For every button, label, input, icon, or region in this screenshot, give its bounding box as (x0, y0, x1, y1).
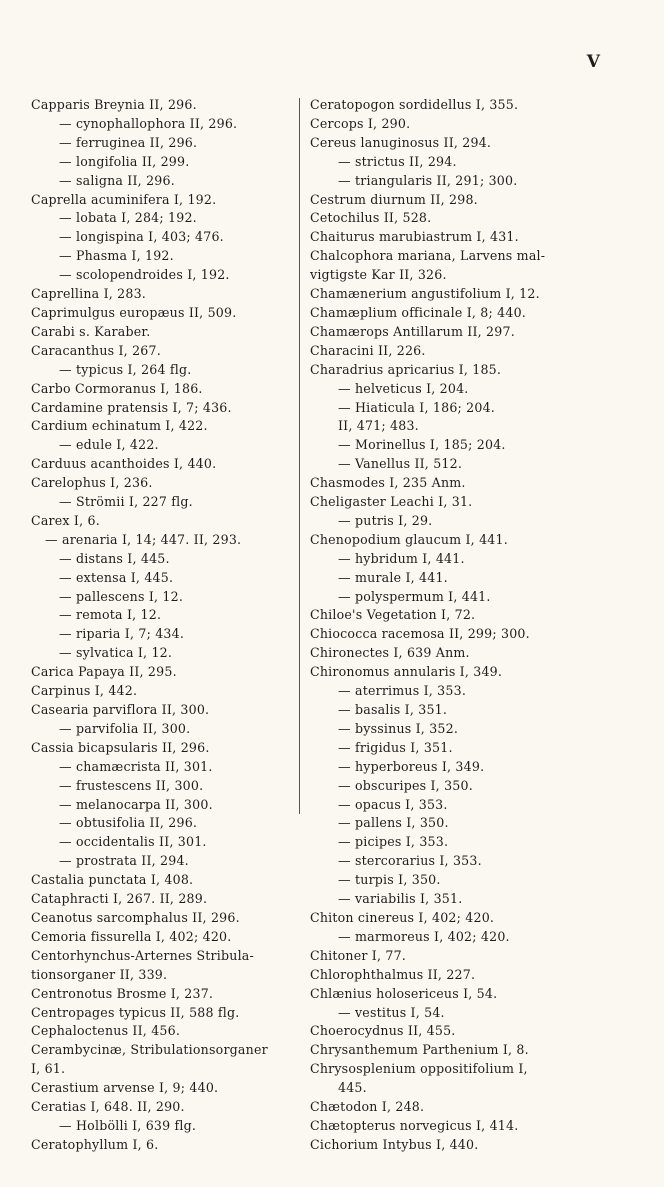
index-entry: Chitoner I, 77. (310, 947, 407, 963)
index-entry: Chiloe's Vegetation I, 72. (310, 607, 476, 623)
index-entry: — putris I, 29. (338, 512, 433, 528)
index-entry: — opacus I, 353. (338, 796, 448, 812)
index-entry: Chironomus annularis I, 349. (310, 664, 503, 680)
index-entry: — distans I, 445. (59, 550, 170, 566)
index-entry: Centropages typicus II, 588 flg. (31, 1004, 240, 1020)
index-entry: Cereus lanuginosus II, 294. (310, 134, 492, 150)
index-entry: Choerocydnus II, 455. (310, 1023, 456, 1039)
index-entry: Cardium echinatum I, 422. (31, 418, 208, 434)
index-entry: — Hiaticula I, 186; 204. (338, 399, 496, 415)
index-entry: Ceratopogon sordidellus I, 355. (310, 97, 519, 112)
index-entry: — frustescens II, 300. (59, 777, 204, 793)
index-entry: Chrysosplenium oppositifolium I, (310, 1061, 528, 1077)
index-entry: Cassia bicapsularis II, 296. (31, 739, 210, 755)
index-entry: — Morinellus I, 185; 204. (338, 437, 506, 453)
index-entry: — longispina I, 403; 476. (59, 229, 224, 245)
index-entry: tionsorganer II, 339. (31, 966, 168, 982)
index-entry: — obtusifolia II, 296. (59, 815, 198, 831)
index-entry: Castalia punctata I, 408. (31, 872, 194, 888)
index-entry: — polyspermum I, 441. (338, 588, 491, 604)
index-entry: — ferruginea II, 296. (59, 134, 198, 150)
index-entry: Cephaloctenus II, 456. (31, 1023, 181, 1039)
index-entry: Chiococca racemosa II, 299; 300. (310, 626, 530, 642)
index-entry: — murale I, 441. (338, 569, 448, 585)
page-number: V (586, 52, 600, 72)
index-entry: — cynophallophora II, 296. (59, 115, 238, 131)
index-entry: Chætopterus norvegicus I, 414. (310, 1117, 519, 1133)
index-entry: Caprimulgus europæus II, 509. (31, 304, 237, 320)
index-entry: — remota I, 12. (59, 607, 162, 623)
index-entry: Chiton cinereus I, 402; 420. (310, 909, 495, 925)
index-entry: Caprella acuminifera I, 192. (31, 191, 217, 207)
index-entry: Carduus acanthoides I, 440. (31, 456, 217, 472)
index-entry: Carex I, 6. (31, 512, 100, 528)
index-entry: — hybridum I, 441. (338, 550, 465, 566)
index-entry: vigtigste Kar II, 326. (310, 267, 447, 283)
index-entry: Cerastium arvense I, 9; 440. (31, 1080, 219, 1096)
index-entry: — aterrimus I, 353. (338, 683, 467, 699)
index-entry: — vestitus I, 54. (338, 1004, 445, 1020)
index-entry: Chamænerium angustifolium I, 12. (310, 286, 540, 302)
index-entry: — melanocarpa II, 300. (59, 796, 213, 812)
index-entry: — Phasma I, 192. (59, 248, 174, 264)
index-entry: — lobata I, 284; 192. (59, 210, 197, 226)
index-entry: Capparis Breynia II, 296. (31, 97, 197, 112)
index-entry: — frigidus I, 351. (338, 739, 453, 755)
index-entry: — basalis I, 351. (338, 702, 448, 717)
index-entry: — pallescens I, 12. (59, 588, 184, 604)
index-entry: Carbo Cormoranus I, 186. (31, 380, 203, 396)
index-entry: Chrysanthemum Parthenium I, 8. (310, 1042, 529, 1058)
index-entry: Carabi s. Karaber. (31, 323, 151, 339)
index-entry: Chaiturus marubiastrum I, 431. (310, 229, 519, 245)
index-entry: — riparia I, 7; 434. (59, 626, 185, 642)
index-entry: Cichorium Intybus I, 440. (310, 1136, 479, 1152)
index-entry: Cercops I, 290. (310, 115, 411, 131)
index-entry: — extensa I, 445. (59, 569, 174, 585)
index-entry: Chamærops Antillarum II, 297. (310, 323, 515, 339)
index-entry: Chasmodes I, 235 Anm. (310, 475, 466, 491)
index-entry: Cataphracti I, 267. II, 289. (31, 891, 208, 907)
index-entry: — obscuripes I, 350. (338, 777, 473, 793)
index-entry: — Vanellus II, 512. (338, 456, 463, 472)
index-entry: — chamæcrista II, 301. (59, 758, 213, 774)
index-entry: — byssinus I, 352. (338, 720, 459, 736)
index-entry: — longifolia II, 299. (59, 153, 190, 169)
index-entry: — parvifolia II, 300. (59, 720, 191, 736)
index-entry: Cerambycinæ, Stribulationsorganer (31, 1042, 268, 1058)
index-entry: — Strömii I, 227 flg. (59, 494, 193, 510)
index-entry: — typicus I, 264 flg. (59, 361, 192, 377)
column-divider (299, 98, 300, 814)
index-entry: Chironectes I, 639 Anm. (310, 645, 470, 661)
index-entry: — helveticus I, 204. (338, 380, 469, 396)
index-entry: Chlorophthalmus II, 227. (310, 966, 476, 982)
index-entry: — scolopendroides I, 192. (59, 267, 230, 283)
index-entry: Ceratias I, 648. II, 290. (31, 1099, 185, 1115)
index-entry: Caracanthus I, 267. (31, 342, 161, 358)
index-entry: — Holbölli I, 639 flg. (59, 1117, 197, 1133)
index-entry: Charadrius apricarius I, 185. (310, 361, 502, 377)
index-entry: — picipes I, 353. (338, 834, 449, 850)
index-column-right (310, 96, 580, 1155)
index-entry: — variabilis I, 351. (338, 891, 463, 907)
index-column-left (31, 96, 293, 1155)
index-entry: Chætodon I, 248. (310, 1099, 425, 1115)
index-entry: Chalcophora mariana, Larvens mal- (310, 248, 546, 264)
index-entry: Chamæplium officinale I, 8; 440. (310, 304, 527, 320)
index-entry: — strictus II, 294. (338, 153, 457, 169)
index-entry: Cetochilus II, 528. (310, 210, 432, 226)
index-entry: — edule I, 422. (59, 437, 159, 453)
index-entry: — pallens I, 350. (338, 815, 449, 831)
index-entry: — turpis I, 350. (338, 872, 441, 888)
index-entry: Ceratophyllum I, 6. (31, 1136, 159, 1152)
index-entry: — occidentalis II, 301. (59, 834, 207, 850)
index-entry: — prostrata II, 294. (59, 853, 189, 869)
index-entry: Caprellina I, 283. (31, 286, 147, 302)
index-entry: 445. (338, 1080, 367, 1096)
index-entry: Cestrum diurnum II, 298. (310, 191, 478, 207)
index-entry: — saligna II, 296. (59, 172, 175, 188)
index-entry: Cardamine pratensis I, 7; 436. (31, 399, 232, 415)
index-entry: Chlænius holosericeus I, 54. (310, 985, 498, 1001)
index-entry: Carpinus I, 442. (31, 683, 138, 699)
index-entry: Casearia parviflora II, 300. (31, 702, 210, 717)
index-entry: Centronotus Brosme I, 237. (31, 985, 214, 1001)
index-entry: Chenopodium glaucum I, 441. (310, 531, 508, 547)
index-entry: Cheligaster Leachi I, 31. (310, 494, 473, 510)
index-entry: I, 61. (31, 1061, 66, 1077)
index-entry: Carelophus I, 236. (31, 475, 153, 491)
index-entry: — sylvatica I, 12. (59, 645, 173, 661)
index-entry: Cemoria fissurella I, 402; 420. (31, 928, 232, 944)
index-entry: Ceanotus sarcomphalus II, 296. (31, 909, 240, 925)
index-entry: — arenaria I, 14; 447. II, 293. (45, 531, 242, 547)
index-entry: — triangularis II, 291; 300. (338, 172, 518, 188)
index-entry: Centorhynchus-Arternes Stribula- (31, 947, 254, 963)
index-entry: Carica Papaya II, 295. (31, 664, 177, 680)
index-entry: — marmoreus I, 402; 420. (338, 928, 510, 944)
index-entry: — hyperboreus I, 349. (338, 758, 485, 774)
index-entry: II, 471; 483. (338, 418, 419, 434)
index-entry: — stercorarius I, 353. (338, 853, 482, 869)
index-entry: Characini II, 226. (310, 342, 426, 358)
